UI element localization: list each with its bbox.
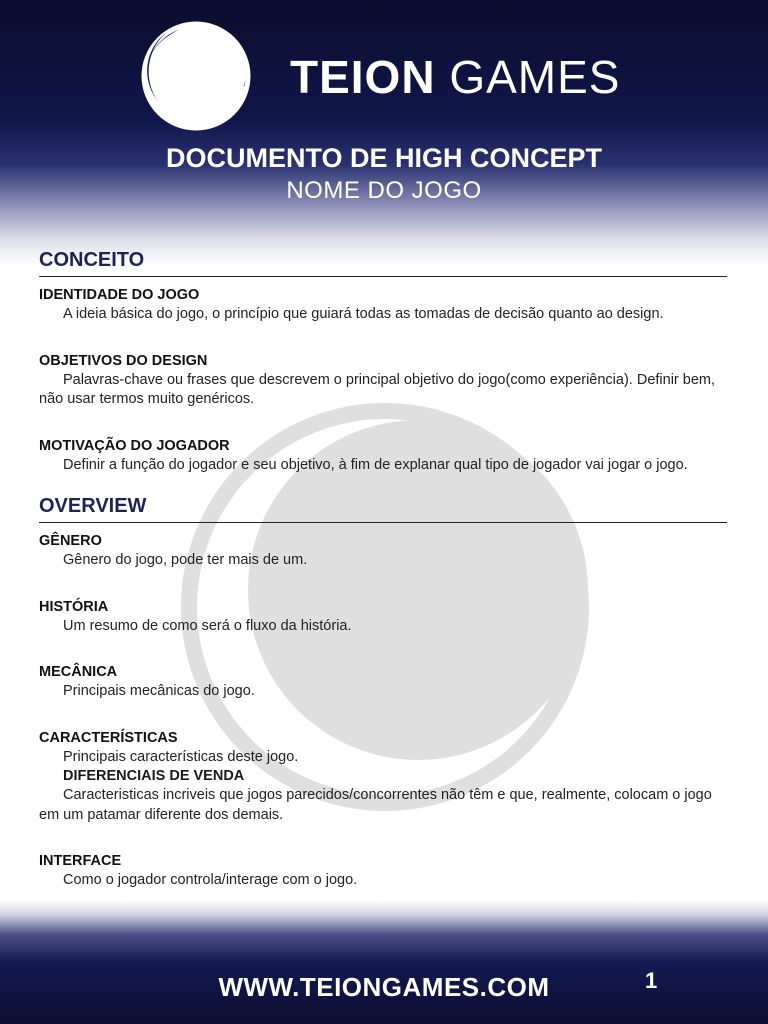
- item-text: Gênero do jogo, pode ter mais de um.: [63, 552, 308, 568]
- item-identidade: [39, 286, 727, 325]
- item-interface: [39, 852, 727, 891]
- item-text: Palavras-chave ou frases que descrevem o principal objetivo do jogo(como experiência). Definir bem, não usar termos muito genéricos.: [39, 371, 716, 407]
- item-objetivos: [39, 352, 727, 410]
- item-historia: [39, 598, 727, 637]
- website-link[interactable]: WWW.TEIONGAMES.COM: [218, 972, 550, 1002]
- item-text: Principais mecânicas do jogo.: [63, 683, 255, 699]
- item-genero: [39, 532, 727, 571]
- item-mecanica: [39, 663, 727, 702]
- item-heading: OBJETIVOS DO DESIGN: [39, 352, 208, 369]
- crescent-moon-logo: [137, 20, 255, 132]
- item-heading: IDENTIDADE DO JOGO: [39, 287, 200, 303]
- item-text: Principais características deste jogo.: [63, 748, 299, 765]
- item-text: Caracteristicas incriveis que jogos parecidos/concorrentes não têm e que, realmente, colocam o jogo em um patamar diferente dos demais.: [39, 787, 712, 823]
- section-title-overview: OVERVIEW: [39, 495, 147, 517]
- game-name-subtitle: NOME DO JOGO: [286, 177, 482, 204]
- section-divider: [39, 276, 727, 277]
- page-number: 1: [645, 968, 658, 993]
- item-text: A ideia básica do jogo, o princípio que guiará todas as tomadas de decisão quanto ao design.: [63, 306, 664, 322]
- item-heading: INTERFACE: [39, 853, 122, 869]
- item-heading: CARACTERÍSTICAS: [39, 729, 178, 746]
- item-heading: HISTÓRIA: [39, 598, 109, 615]
- item-caracteristicas: [39, 729, 727, 826]
- section-title-conceito: CONCEITO: [39, 249, 145, 271]
- sub-heading-diferenciais: DIFERENCIAIS DE VENDA: [63, 768, 245, 784]
- document-body: [39, 245, 727, 891]
- item-heading: MECÂNICA: [39, 664, 118, 680]
- brand-light: GAMES: [449, 51, 621, 103]
- brand-bold: TEION: [290, 51, 436, 103]
- item-heading: GÊNERO: [39, 533, 102, 549]
- item-text: Um resumo de como será o fluxo da história.: [63, 617, 352, 634]
- section-divider: [39, 522, 727, 523]
- item-heading: MOTIVAÇÃO DO JOGADOR: [39, 437, 230, 454]
- header-band: [0, 0, 768, 265]
- document-title: DOCUMENTO DE HIGH CONCEPT: [165, 143, 603, 173]
- brand-name: [290, 50, 621, 104]
- footer-band: [0, 900, 768, 1024]
- item-motivacao: [39, 437, 727, 476]
- item-text: Como o jogador controla/interage com o jogo.: [63, 872, 358, 888]
- item-text: Definir a função do jogador e seu objetivo, à fim de explanar qual tipo de jogador vai jogar o jogo.: [63, 456, 688, 473]
